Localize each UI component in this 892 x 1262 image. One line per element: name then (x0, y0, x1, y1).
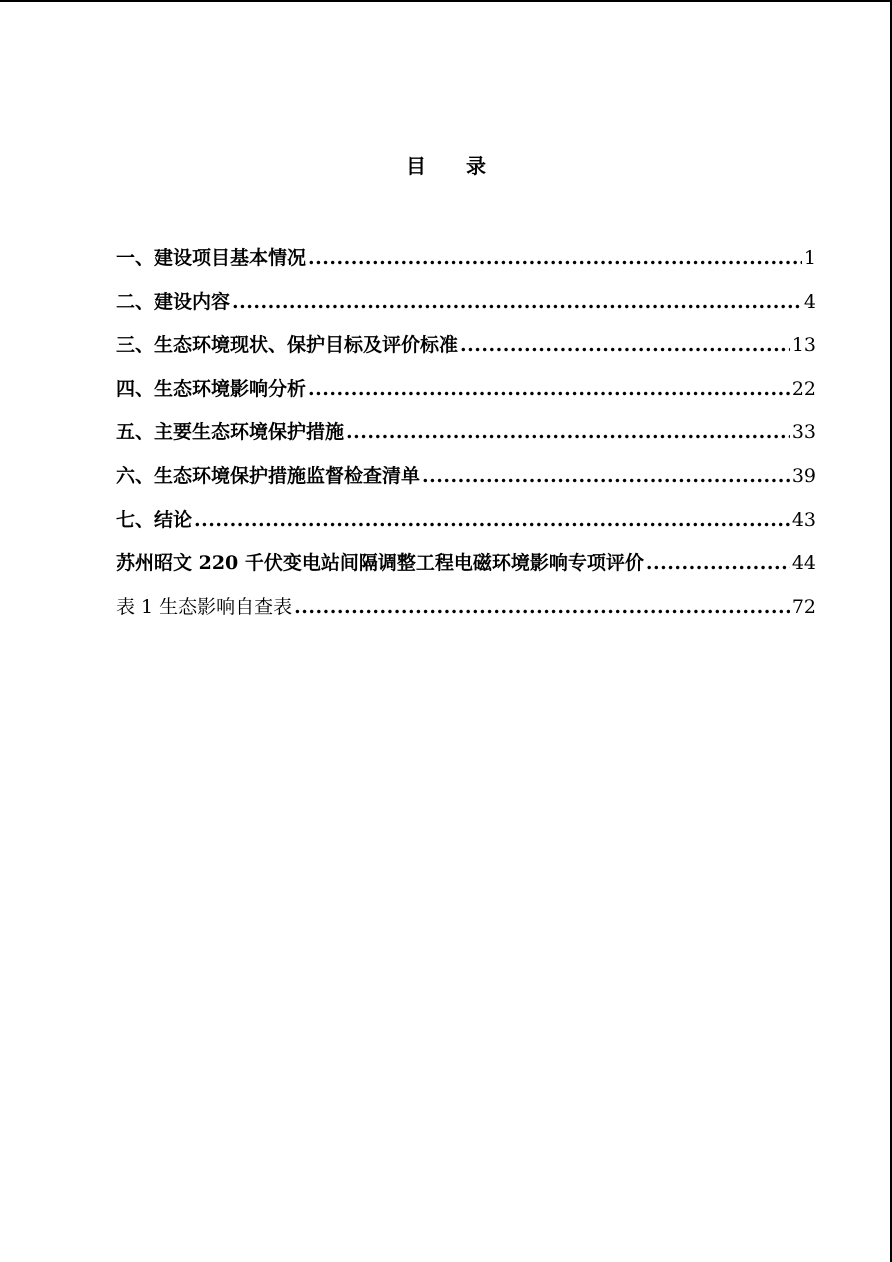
toc-entry-label: 六、生态环境保护措施监督检查清单 (116, 464, 421, 487)
toc-entry-page: 13 (791, 334, 816, 357)
toc-entry[interactable] (116, 240, 816, 284)
toc-entry-page: 72 (791, 595, 816, 618)
toc-entry-label: 二、建设内容 (116, 290, 231, 313)
toc-entry-page: 39 (791, 464, 816, 487)
toc-entry[interactable] (116, 371, 816, 415)
toc-entry-page: 44 (791, 552, 816, 575)
toc-entry[interactable] (116, 502, 816, 546)
toc-leader-dots (308, 371, 790, 407)
toc-entry[interactable] (116, 414, 816, 458)
toc-entry[interactable] (116, 327, 816, 371)
toc-entry-label: 表 1 生态影响自查表 (116, 595, 293, 618)
toc-entry-label: 七、结论 (116, 508, 193, 531)
toc-leader-dots (308, 240, 802, 276)
toc-entry[interactable] (116, 589, 816, 633)
page-top-border (0, 0, 892, 2)
toc-leader-dots (460, 327, 790, 363)
toc-entry-page: 22 (791, 377, 816, 400)
toc-entry-page: 1 (803, 247, 816, 269)
toc-entry[interactable] (116, 545, 816, 589)
toc-entry-label: 一、建设项目基本情况 (116, 247, 307, 269)
toc-leader-dots (646, 545, 790, 581)
toc-leader-dots (232, 284, 802, 320)
toc-entry-page: 4 (803, 290, 816, 313)
toc-entry-label: 三、生态环境现状、保护目标及评价标准 (116, 334, 459, 357)
toc-entry-page: 33 (791, 421, 816, 444)
toc-title: 目录 (406, 154, 526, 178)
toc-entry[interactable] (116, 458, 816, 502)
toc-entry-label: 苏州昭文 220 千伏变电站间隔调整工程电磁环境影响专项评价 (116, 552, 644, 575)
toc-leader-dots (194, 502, 790, 538)
toc-entry-label: 五、主要生态环境保护措施 (116, 421, 345, 444)
table-of-contents (116, 240, 816, 632)
toc-entry-page: 43 (791, 508, 816, 531)
toc-leader-dots (422, 458, 790, 494)
toc-leader-dots (346, 414, 790, 450)
toc-entry[interactable] (116, 284, 816, 328)
toc-entry-label: 四、生态环境影响分析 (116, 377, 307, 400)
toc-leader-dots (294, 589, 790, 625)
